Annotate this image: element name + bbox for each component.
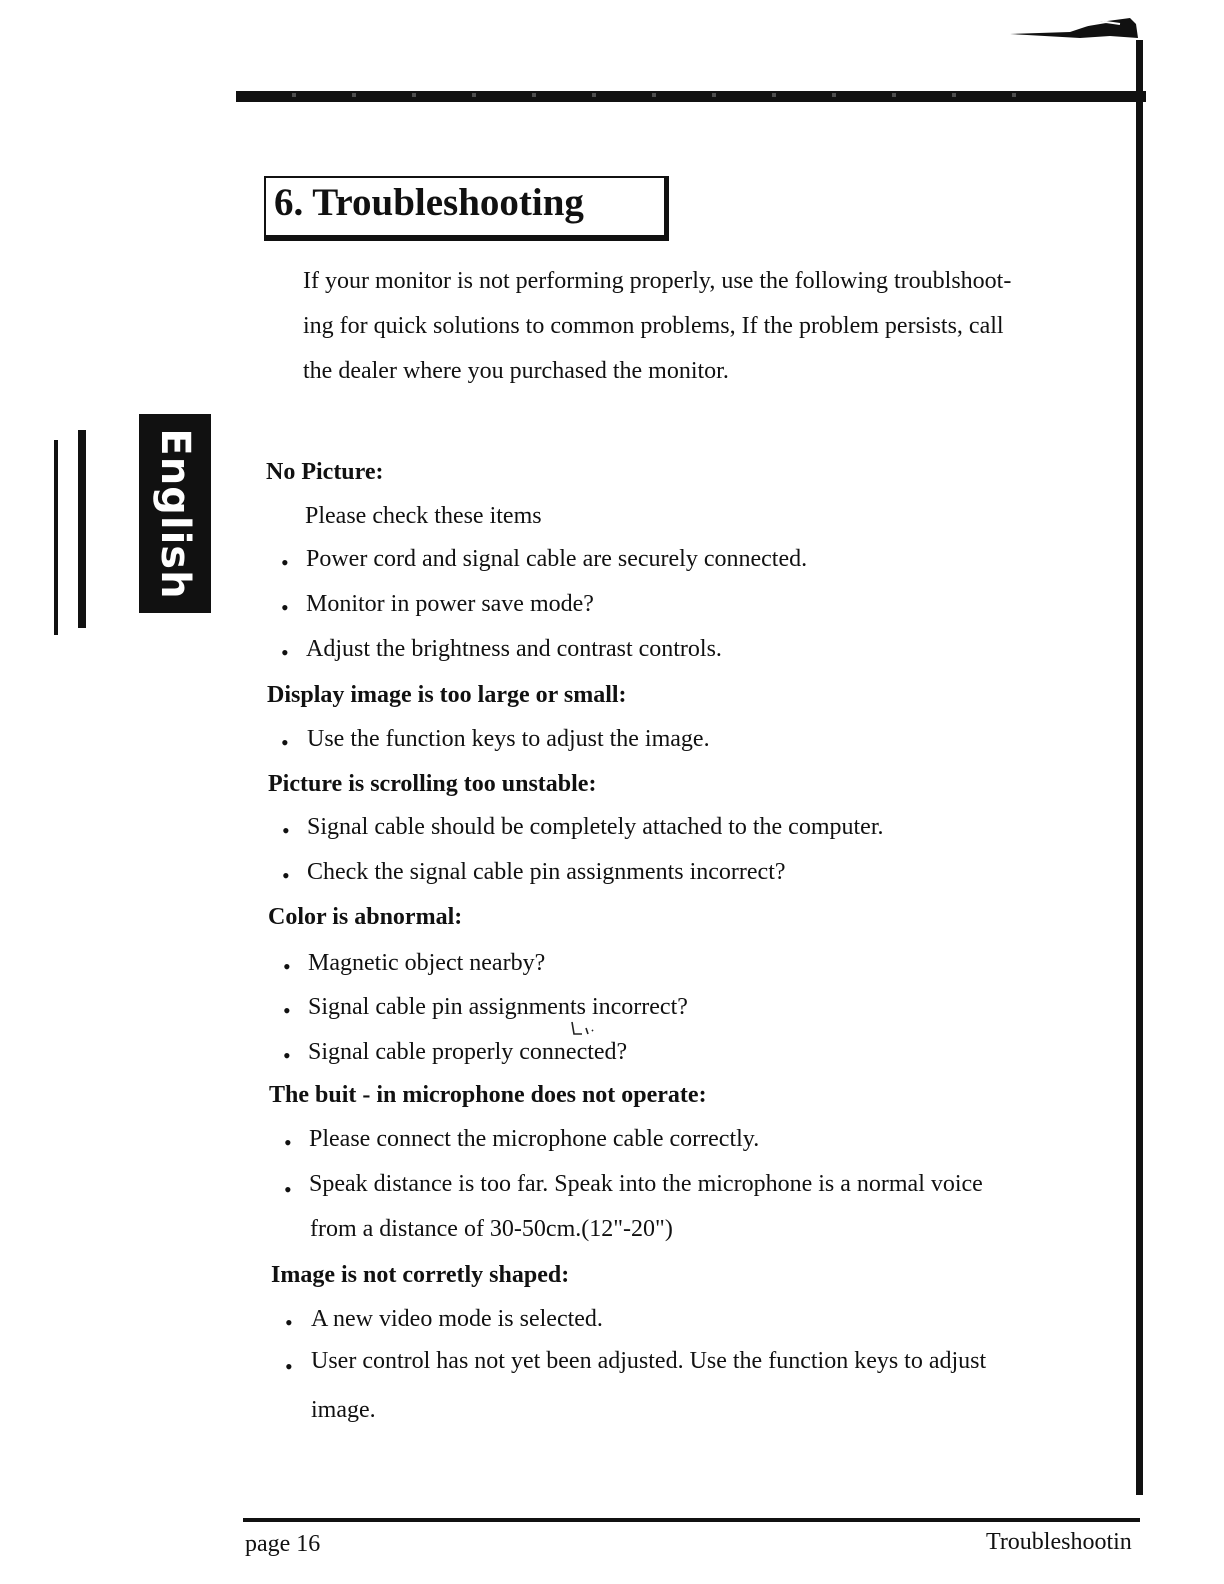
bullet: •: [282, 863, 290, 888]
list-item: Signal cable pin assignments incorrect?: [308, 994, 688, 1020]
bullet: •: [282, 818, 290, 843]
list-item: Signal cable should be completely attached to the computer.: [307, 814, 884, 840]
language-tab: [139, 414, 211, 613]
bullet: •: [283, 954, 291, 979]
side-tab-line-thick: [78, 430, 86, 628]
intro-line-2: ing for quick solutions to common problems, If the problem persists, call: [303, 313, 1004, 339]
list-item: Magnetic object nearby?: [308, 950, 546, 976]
list-item: Power cord and signal cable are securely connected.: [306, 546, 808, 572]
bullet: •: [281, 595, 289, 620]
intro-line-1: If your monitor is not performing properly, use the following troublshoot-: [303, 268, 1012, 294]
bullet: •: [285, 1354, 293, 1379]
footer-section-title: Troubleshootin: [986, 1529, 1132, 1555]
heading-microphone: The buit - in microphone does not operate:: [269, 1082, 707, 1108]
list-item-continuation: from a distance of 30-50cm.(12"-20"): [310, 1216, 673, 1242]
bullet: •: [284, 1177, 292, 1202]
page-number: page 16: [245, 1531, 321, 1557]
list-item: Signal cable properly connected?: [308, 1039, 628, 1065]
bullet: •: [281, 640, 289, 665]
heading-color: Color is abnormal:: [268, 904, 463, 930]
heading-no-picture: No Picture:: [266, 459, 384, 485]
list-item: Use the function keys to adjust the image.: [307, 726, 710, 752]
list-item: User control has not yet been adjusted. Use the function keys to adjust: [311, 1348, 987, 1374]
list-item: Adjust the brightness and contrast controls.: [306, 636, 722, 662]
section-title: 6. Troubleshooting: [274, 181, 584, 224]
bullet: •: [281, 730, 289, 755]
heading-display-size: Display image is too large or small:: [267, 682, 627, 708]
handwritten-mark: [566, 1020, 596, 1038]
language-tab-label: English: [152, 427, 198, 600]
list-item: Please connect the microphone cable correctly.: [309, 1126, 760, 1152]
note-no-picture: Please check these items: [305, 503, 542, 529]
side-tab-line-thin: [54, 440, 58, 635]
heading-scrolling: Picture is scrolling too unstable:: [268, 771, 597, 797]
footer-rule: [243, 1518, 1140, 1522]
side-tab-lines: [54, 430, 90, 635]
top-rule-texture: [270, 93, 1030, 97]
list-item-continuation: image.: [311, 1397, 376, 1423]
right-edge-bar: [1136, 40, 1143, 1495]
heading-image-shape: Image is not corretly shaped:: [271, 1262, 570, 1288]
bullet: •: [284, 1130, 292, 1155]
list-item: Check the signal cable pin assignments incorrect?: [307, 859, 786, 885]
corner-scan-mark: [1010, 14, 1140, 40]
bullet: •: [281, 550, 289, 575]
bullet: •: [285, 1310, 293, 1335]
list-item: Monitor in power save mode?: [306, 591, 594, 617]
list-item: A new video mode is selected.: [311, 1306, 603, 1332]
intro-line-3: the dealer where you purchased the monitor.: [303, 358, 729, 384]
bullet: •: [283, 998, 291, 1023]
list-item: Speak distance is too far. Speak into the microphone is a normal voice: [309, 1171, 983, 1197]
bullet: •: [283, 1043, 291, 1068]
